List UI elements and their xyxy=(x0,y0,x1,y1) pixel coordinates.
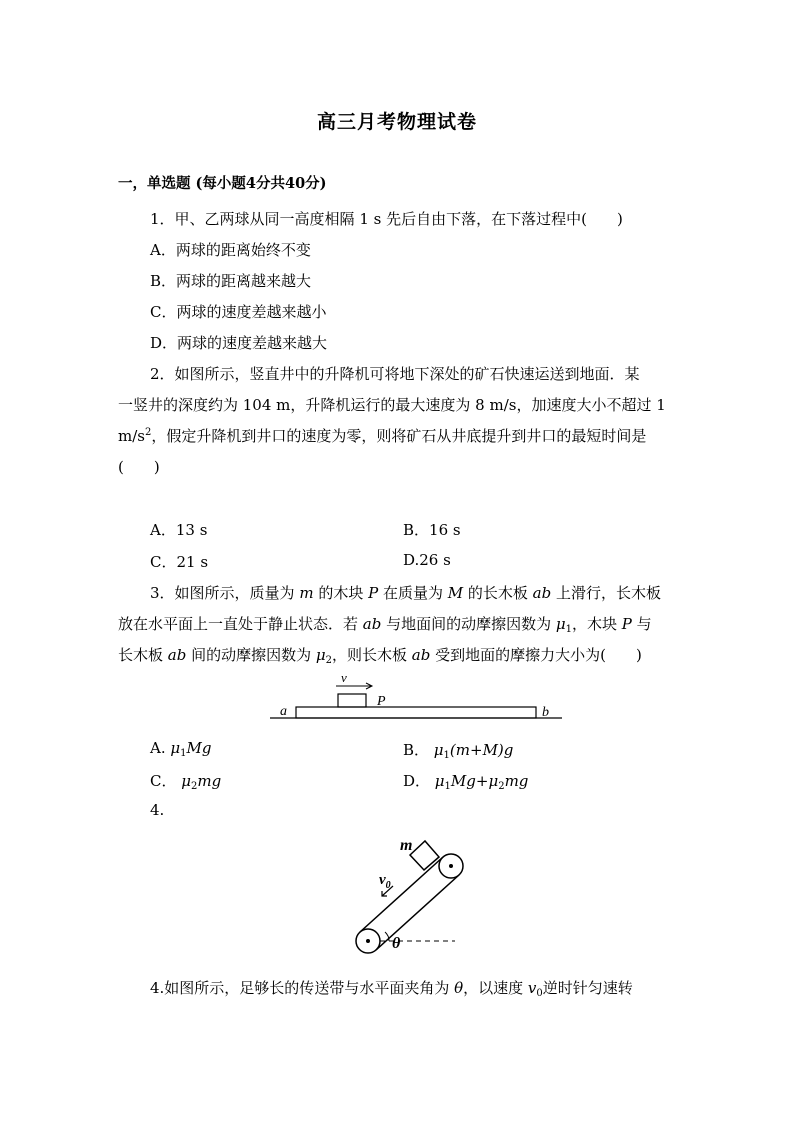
q3-var-ab: ab xyxy=(167,646,187,664)
section-heading: 一，单选题 (每小题4分共40分) xyxy=(118,175,327,192)
q2-line-4: ( ) xyxy=(118,458,160,476)
belt-upper xyxy=(360,857,443,932)
q3-sub: 1 xyxy=(565,624,572,635)
q3-sub: 2 xyxy=(325,655,332,666)
q1-option-a: A．两球的距离始终不变 xyxy=(150,241,311,259)
mu-symbol: μ xyxy=(170,739,181,757)
q2-line-3-text: ，假定升降机到井口的速度为零，则将矿石从井底提升到井口的最短时间是 xyxy=(151,427,647,445)
q2-option-b: B．16 s xyxy=(403,521,461,539)
q4-text: 4.如图所示，足够长的传送带与水平面夹角为 xyxy=(150,979,455,997)
q3-var-M: M xyxy=(447,584,464,602)
expr: mg xyxy=(197,772,222,790)
q3-text: ，木块 xyxy=(572,615,622,633)
expr: Mg+ xyxy=(450,772,489,790)
sub: 2 xyxy=(498,781,505,792)
mu-symbol: μ xyxy=(433,741,444,759)
q3-line-2 xyxy=(118,613,652,635)
q2-option-a: A．13 s xyxy=(150,521,208,539)
q3-text: 放在水平面上一直处于静止状态．若 xyxy=(118,615,363,633)
q4-var-v: v xyxy=(527,979,537,997)
expr: mg xyxy=(504,772,529,790)
label-a: a xyxy=(280,704,287,719)
pulley-axle-icon xyxy=(366,939,370,943)
q3-option-d xyxy=(403,770,528,792)
q1-option-c: C．两球的速度差越来越小 xyxy=(150,303,327,321)
option-label: D． xyxy=(403,772,435,790)
q2-unit: m/s xyxy=(118,427,145,445)
q2-line-3 xyxy=(118,425,646,446)
q3-var-p: P xyxy=(621,615,632,633)
q3-text: 受到地面的摩擦力大小为( ) xyxy=(430,646,642,664)
long-board xyxy=(296,707,536,718)
v-symbol: v xyxy=(379,872,386,888)
q3-text: 与 xyxy=(631,615,652,633)
q3-text: 长木板 xyxy=(118,646,168,664)
option-label: C． xyxy=(150,772,182,790)
q2-line-2: 一竖井的深度约为 104 m，升降机运行的最大速度为 8 m/s，加速度大小不超过 1 xyxy=(118,396,666,414)
q4-conveyor-diagram xyxy=(345,826,465,961)
q3-var-ab: ab xyxy=(411,646,431,664)
sub: 2 xyxy=(191,781,198,792)
q4-number: 4. xyxy=(150,801,165,819)
q3-text: 3．如图所示，质量为 xyxy=(150,584,300,602)
label-m: m xyxy=(400,837,413,854)
q3-var-ab: ab xyxy=(362,615,382,633)
pulley-axle-icon xyxy=(449,864,453,868)
q3-var-mu: μ xyxy=(315,646,326,664)
expr: (m+M)g xyxy=(449,741,514,759)
q4-var-theta: θ xyxy=(454,979,464,997)
page-title: 高三月考物理试卷 xyxy=(316,111,477,133)
q3-text: 与地面间的动摩擦因数为 xyxy=(381,615,556,633)
q2-unit-exp: 2 xyxy=(144,427,152,438)
label-v0 xyxy=(379,872,391,891)
sub: 1 xyxy=(443,750,450,761)
q3-text: 上滑行，长木板 xyxy=(551,584,661,602)
label-theta: θ xyxy=(392,935,401,952)
q1-option-d: D．两球的速度差越来越大 xyxy=(150,334,328,352)
q4-text: 逆时针匀速转 xyxy=(542,979,633,997)
q3-var-mu: μ xyxy=(555,615,566,633)
block-p xyxy=(338,694,366,707)
option-label: B． xyxy=(403,741,434,759)
q4-text: ，以速度 xyxy=(463,979,528,997)
q2-option-c: C．21 s xyxy=(150,553,209,571)
q1-option-b: B．两球的距离越来越大 xyxy=(150,272,312,290)
q3-var-ab: ab xyxy=(532,584,552,602)
q1-stem: 1．甲、乙两球从同一高度相隔 1 s 先后自由下落，在下落过程中( ) xyxy=(150,210,623,228)
q3-option-a xyxy=(150,739,211,759)
sub: 1 xyxy=(444,781,451,792)
v-sub: 0 xyxy=(385,880,391,891)
q3-var-m: m xyxy=(299,584,314,602)
q3-text: 的长木板 xyxy=(463,584,533,602)
block-m xyxy=(410,841,439,870)
q3-text: 在质量为 xyxy=(378,584,448,602)
q3-line-1 xyxy=(150,582,661,603)
expr: Mg xyxy=(186,739,212,757)
q2-option-d: D.26 s xyxy=(403,551,451,569)
label-p: P xyxy=(377,694,386,709)
label-b: b xyxy=(542,705,549,720)
q3-option-b xyxy=(403,739,513,761)
mu-symbol: μ xyxy=(434,772,445,790)
q3-line-3 xyxy=(118,644,642,666)
mu-symbol: μ xyxy=(488,772,499,790)
sub: 1 xyxy=(180,748,187,759)
q3-var-p: P xyxy=(368,584,379,602)
mu-symbol: μ xyxy=(181,772,191,790)
q2-line-1: 2．如图所示，竖直井中的升降机可将地下深处的矿石快速运送到地面．某 xyxy=(150,365,640,383)
q4-sub: 0 xyxy=(536,988,543,999)
q3-board-diagram xyxy=(260,670,570,726)
q3-option-c xyxy=(150,770,221,792)
label-v: v xyxy=(341,670,347,685)
q4-line-1 xyxy=(150,977,633,999)
q3-text: 间的动摩擦因数为 xyxy=(186,646,316,664)
q3-text: 的木块 xyxy=(313,584,369,602)
option-label: A. xyxy=(150,739,171,757)
q3-text: ，则长木板 xyxy=(332,646,412,664)
